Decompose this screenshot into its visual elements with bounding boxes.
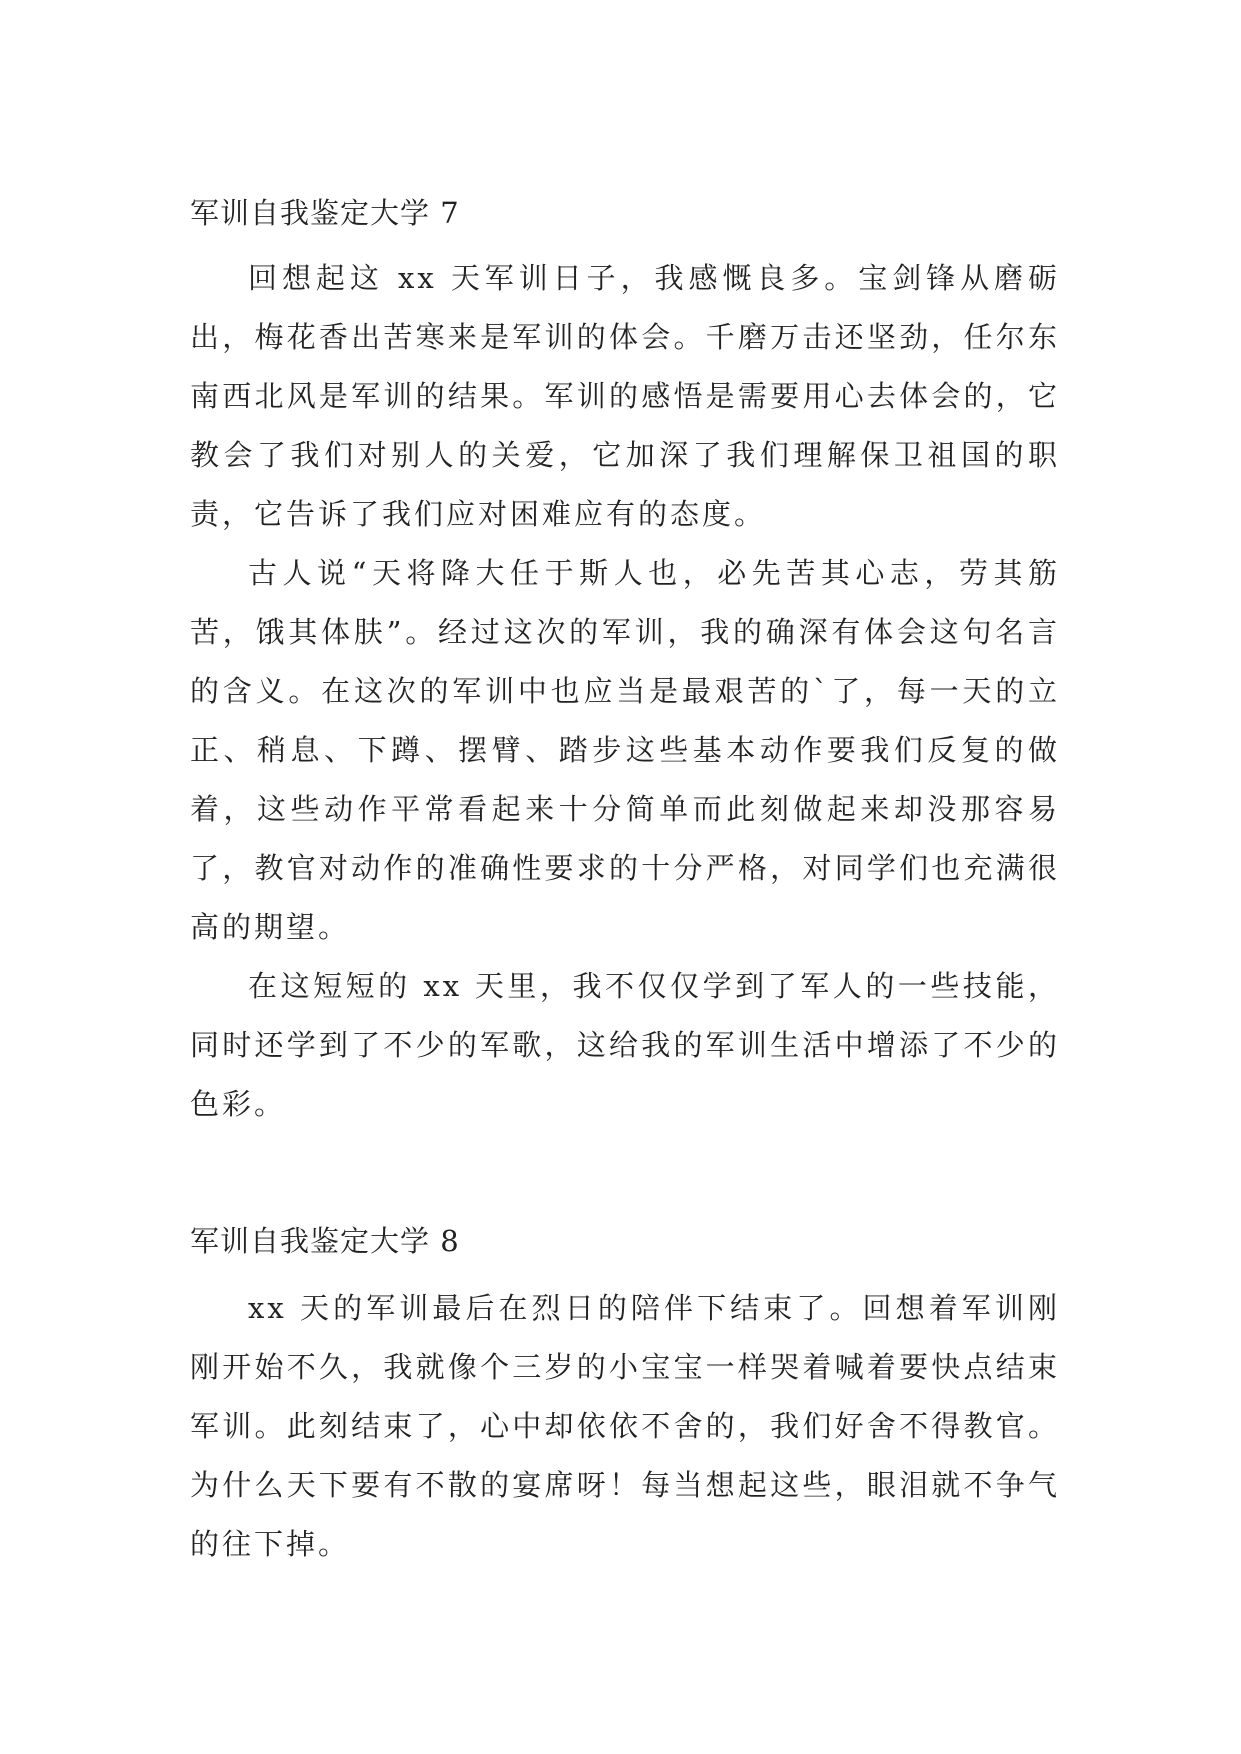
paragraph: 古人说“天将降大任于斯人也，必先苦其心志，劳其筋苦，饿其体肤”。经过这次的军训，我的确深有体会这句名言的含义。在这次的军训中也应当是最艰苦的`了，每一天的立正、稍息、下蹲、摆臂、踏步这些基本动作要我们反复的做着，这些动作平常看起来十分简单而此刻做起来却没那容易了，教官对动作的准确性要求的十分严格，对同学们也充满很高的期望。 [190, 556, 1060, 944]
section-7 [190, 194, 1060, 1134]
section-heading: 军训自我鉴定大学 7 [190, 196, 460, 230]
paragraph: xx 天的军训最后在烈日的陪伴下结束了。回想着军训刚刚开始不久，我就像个三岁的小宝宝一样哭着喊着要快点结束军训。此刻结束了，心中却依依不舍的，我们好舍不得教官。为什么天下要有不散的宴席呀！每当想起这些，眼泪就不争气的往下掉。 [190, 1291, 1060, 1561]
paragraph: 回想起这 xx 天军训日子，我感慨良多。宝剑锋从磨砺出，梅花香出苦寒来是军训的体会。千磨万击还坚劲，任尔东南西北风是军训的结果。军训的感悟是需要用心去体会的，它教会了我们对别人的关爱，它加深了我们理解保卫祖国的职责，它告诉了我们应对困难应有的态度。 [190, 261, 1060, 531]
section-8 [190, 1222, 1060, 1574]
paragraph: 在这短短的 xx 天里，我不仅仅学到了军人的一些技能，同时还学到了不少的军歌，这给我的军训生活中增添了不少的色彩。 [190, 969, 1060, 1121]
section-heading: 军训自我鉴定大学 8 [190, 1224, 460, 1258]
